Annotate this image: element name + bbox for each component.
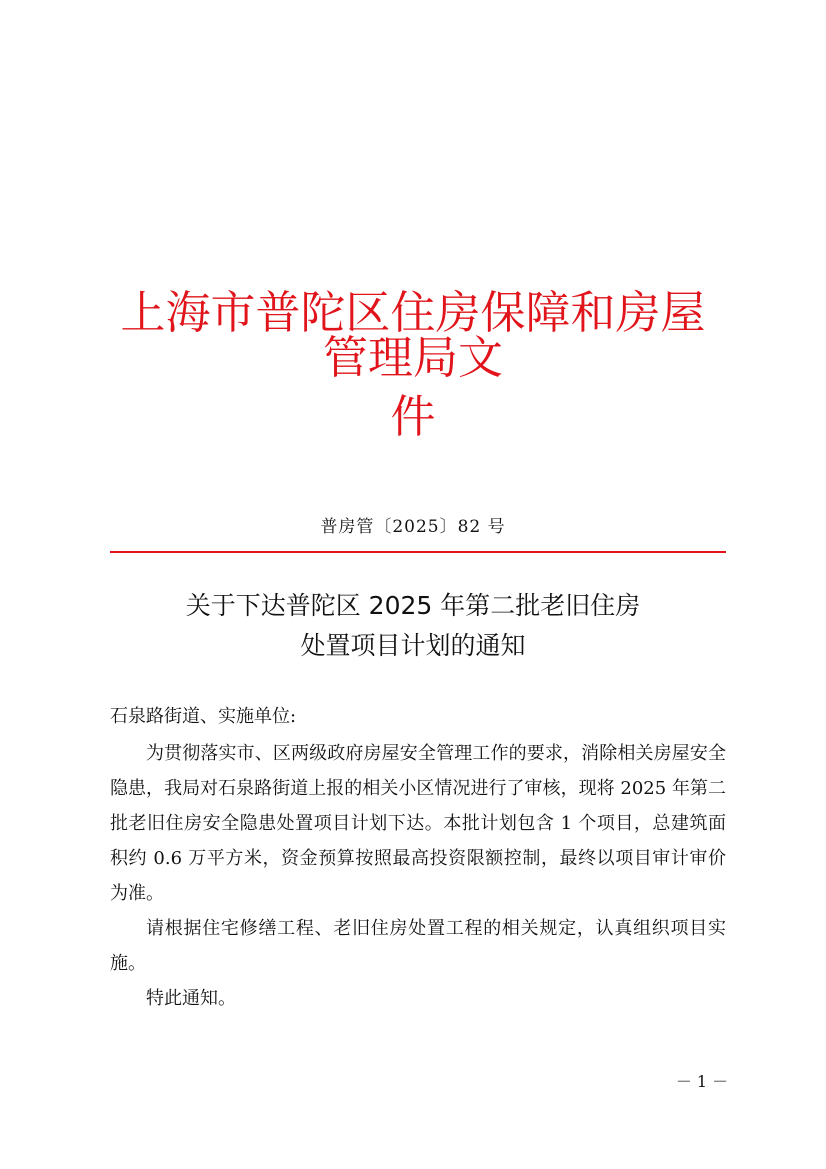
masthead-line-1: 上海市普陀区住房保障和房屋管理局文 (120, 286, 706, 384)
body-paragraph-3: 特此通知。 (146, 988, 236, 1009)
body-paragraph-2: 请根据住宅修缮工程、老旧住房处置工程的相关规定，认真组织项目实施。 (110, 918, 726, 974)
salutation: 石泉路街道、实施单位: (110, 706, 297, 727)
body-text (110, 736, 726, 1016)
body-paragraph-1: 为贯彻落实市、区两级政府房屋安全管理工作的要求，消除相关房屋安全隐患，我局对石泉路街道上报的相关小区情况进行了审核，现将 2025 年第二批老旧住房安全隐患处置项目计划下达。本批计划包含 1 个项目，总建筑面积约 0.6 万平方米，资金预算按照最高投资限额控制，最终以项目审计审价为准。 (110, 743, 726, 904)
page-number: － 1 － (675, 1072, 729, 1091)
red-divider-line (110, 551, 726, 553)
document-title-line-2: 处置项目计划的通知 (300, 631, 526, 660)
document-number: 普房管〔2025〕82 号 (320, 517, 506, 537)
masthead-line-2: 件 (390, 390, 436, 443)
document-title-line-1: 关于下达普陀区 2025 年第二批老旧住房 (185, 591, 641, 620)
